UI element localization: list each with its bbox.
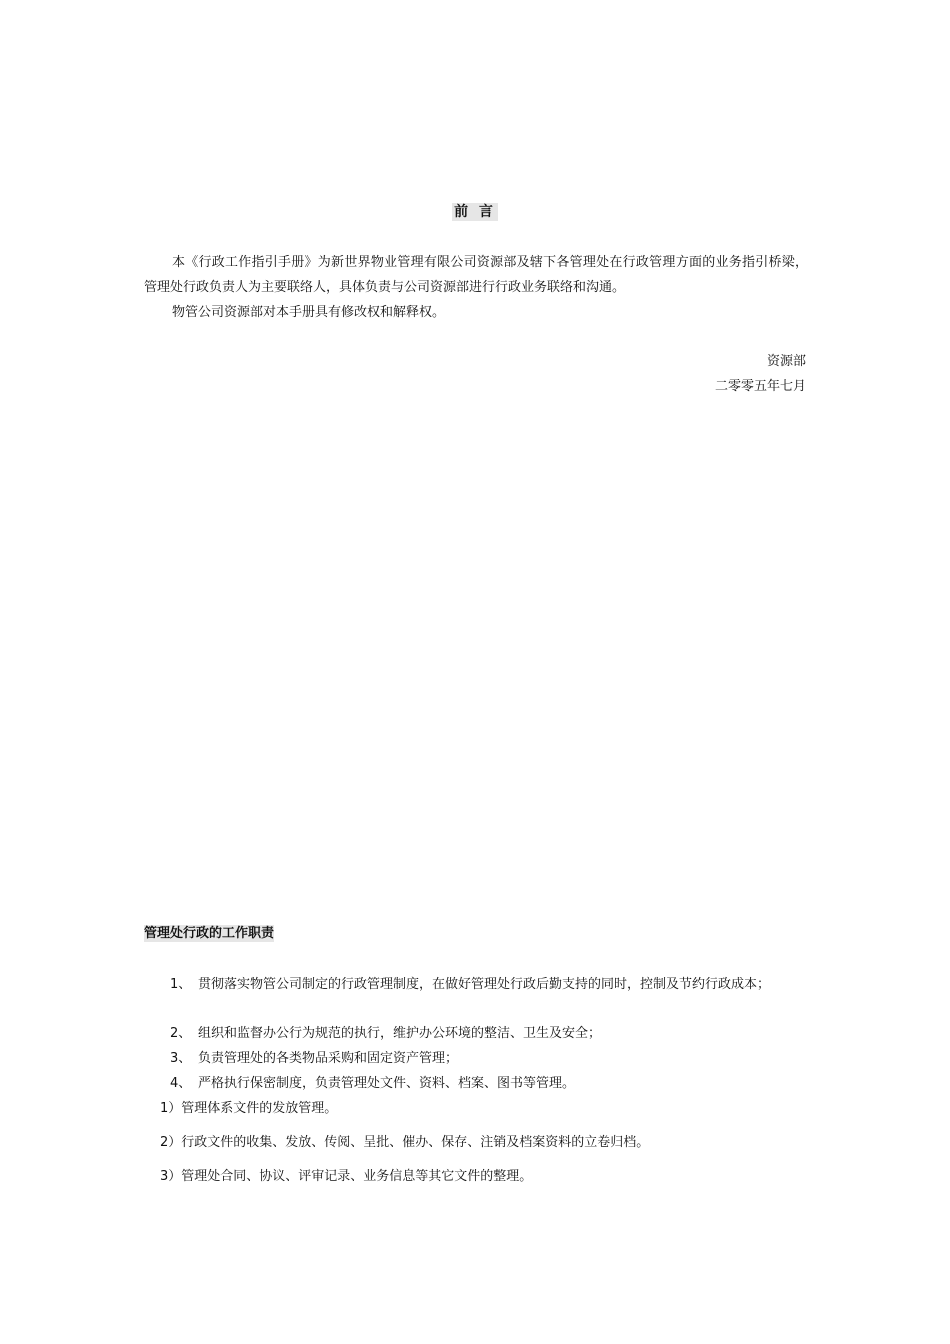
signature-date: 二零零五年七月 [714, 379, 806, 394]
duty-item [170, 1071, 810, 1096]
duty-item-text: 组织和监督办公行为规范的执行，维护办公环境的整洁、卫生及安全； [198, 1026, 602, 1041]
duty-item-text: 严格执行保密制度，负责管理处文件、资料、档案、图书等管理。 [198, 1076, 576, 1091]
duty-item [170, 1046, 810, 1071]
foreword-title-text: 前 言 [454, 204, 496, 220]
duty-item-number: 2、 [170, 1026, 192, 1041]
duty-item-number: 4、 [170, 1076, 192, 1091]
duty-item [170, 972, 810, 997]
duty-item-number: 3、 [170, 1051, 192, 1066]
foreword-paragraph-1: 本《行政工作指引手册》为新世界物业管理有限公司资源部及辖下各管理处在行政管理方面的业务指引桥梁，管理处行政负责人为主要联络人，具体负责与公司资源部进行行政业务联络和沟通。 [144, 255, 808, 295]
duty-item [170, 1021, 810, 1046]
duty-sub-item: 3）管理处合同、协议、评审记录、业务信息等其它文件的整理。 [160, 1169, 533, 1184]
duty-sub-item: 1）管理体系文件的发放管理。 [160, 1101, 338, 1116]
duty-sub-item: 2）行政文件的收集、发放、传阅、呈批、催办、保存、注销及档案资料的立卷归档。 [160, 1135, 650, 1150]
duty-item-text: 负责管理处的各类物品采购和固定资产管理； [198, 1051, 459, 1066]
signature-department: 资源部 [766, 354, 806, 369]
duties-section-title [144, 924, 274, 944]
duties-section-title-text: 管理处行政的工作职责 [144, 926, 275, 941]
duty-item-text: 贯彻落实物管公司制定的行政管理制度，在做好管理处行政后勤支持的同时，控制及节约行政成本； [198, 977, 771, 992]
foreword-paragraph-2: 物管公司资源部对本手册具有修改权和解释权。 [172, 305, 446, 320]
duty-item-number: 1、 [170, 977, 192, 992]
foreword-title [0, 202, 950, 222]
